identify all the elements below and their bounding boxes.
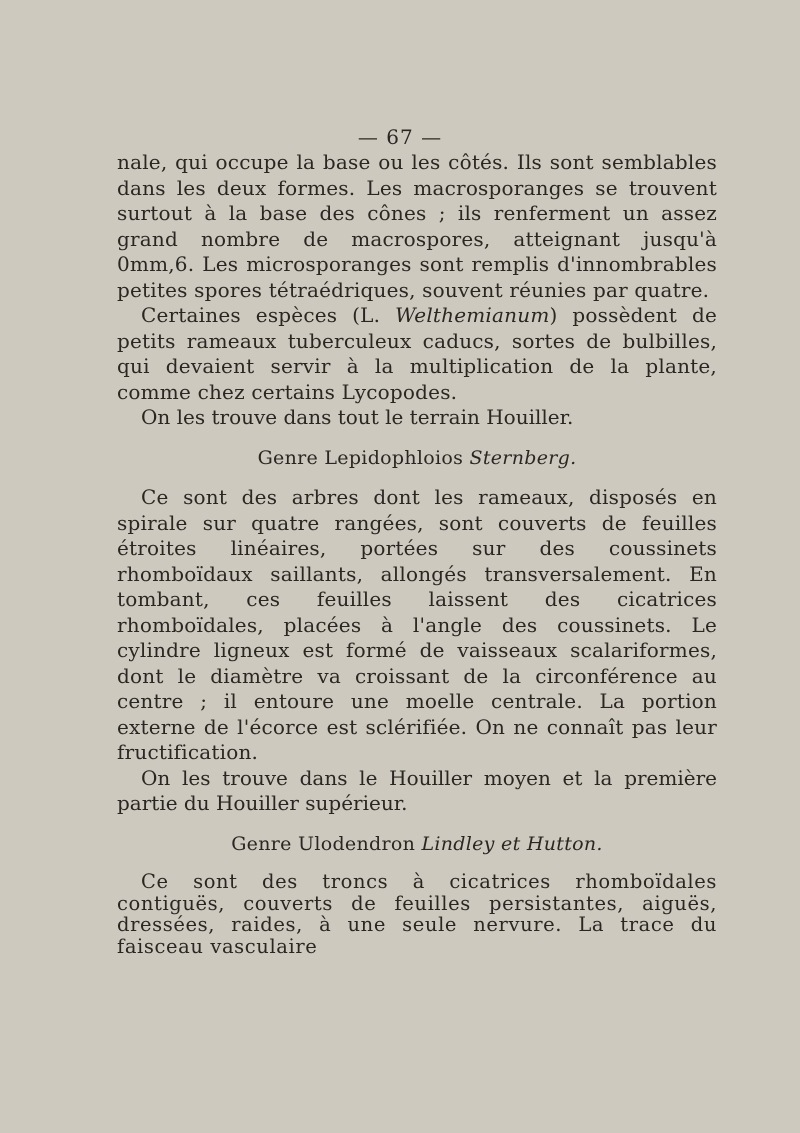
paragraph-bulbilles-end: ) possèdent de petits rameaux tuberculeux caducs, sortes de bulbilles, qui devaient servir à la multiplication de la plante, comme chez certains Lycopodes.	[117, 303, 717, 404]
paragraph-occurrence-1: On les trouve dans tout le terrain Houiller.	[141, 405, 574, 429]
paragraph-sporanges: nale, qui occupe la base ou les côtés. Ils sont semblables dans les deux formes. Les macrosporanges se trouvent surtout à la base des cônes ; ils renferment un assez grand nombre de macrospores, atteignant jusqu'à 0mm,6. Les microsporanges sont remplis d'innombrables petites spores tétraédriques, souvent réunies par quatre.	[117, 150, 717, 302]
paragraph-ulodendron-description: Ce sont des troncs à cicatrices rhomboïdales contiguës, couverts de feuilles persistantes, aiguës, dressées, raides, à une seule nervure. La trace du faisceau vasculaire	[117, 870, 717, 958]
paragraph-bulbilles-start: Certaines espèces (L.	[141, 303, 396, 327]
paragraph-occurrence-2: On les trouve dans le Houiller moyen et la première partie du Houiller supérieur.	[117, 765, 717, 815]
species-name: Welthemianum	[395, 303, 550, 327]
genus-author: Sternberg.	[469, 446, 577, 469]
paragraph-bulbilles	[117, 303, 717, 405]
body-text	[117, 150, 717, 957]
genus-label: Genre Ulodendron	[231, 832, 416, 855]
genus-heading-lepidophloios	[117, 446, 717, 472]
genus-heading-ulodendron	[117, 832, 717, 858]
page-number: — 67 —	[357, 125, 443, 149]
genus-label: Genre Lepidophloios	[257, 446, 464, 469]
genus-author: Lindley et Hutton.	[421, 832, 603, 855]
paragraph-lepidophloios-description: Ce sont des arbres dont les rameaux, disposés en spirale sur quatre rangées, sont couverts de feuilles étroites linéaires, portées sur des coussinets rhomboïdaux saillants, allongés transversalement. En tombant, ces feuilles laissent des cicatrices rhomboïdales, placées à l'angle des coussinets. Le cylindre ligneux est formé de vaisseaux scalariformes, dont le diamètre va croissant de la circonférence au centre ; il entoure une moelle centrale. La portion externe de l'écorce est sclérifiée. On ne connaît pas leur fructification.	[117, 485, 717, 764]
